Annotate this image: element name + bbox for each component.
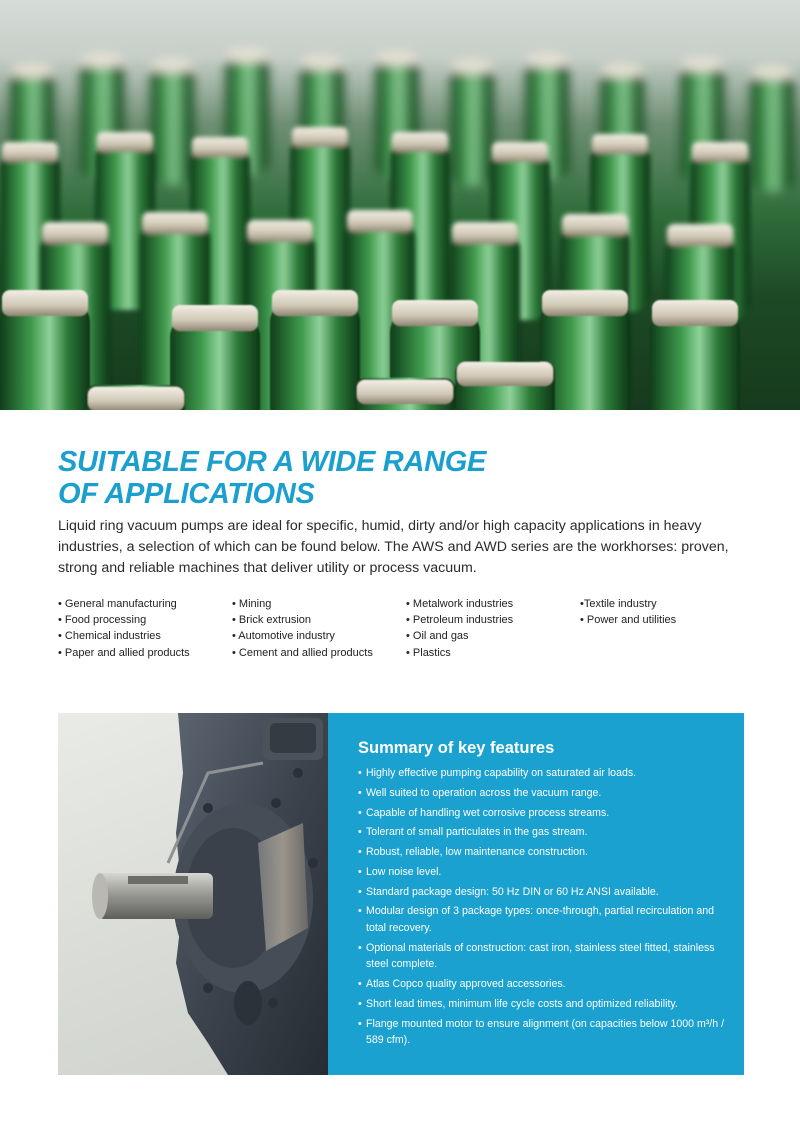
- feature-item: [358, 844, 728, 861]
- list-item: • Automotive industry: [232, 630, 335, 643]
- feature-item: [358, 765, 728, 782]
- features-title: Summary of key features: [358, 739, 555, 757]
- list-item: • Cement and allied products: [232, 646, 373, 659]
- hero-bottles-photo: [0, 0, 800, 410]
- feature-item: [358, 1016, 728, 1049]
- list-item: • Mining: [232, 598, 272, 610]
- feature-text: Standard package design: 50 Hz DIN or 60 Hz ANSI available.: [366, 885, 659, 898]
- feature-text: Highly effective pumping capability on saturated air loads.: [366, 767, 637, 779]
- bullet-icon: •: [358, 767, 362, 779]
- bullet-icon: •: [358, 865, 362, 878]
- bullet-icon: •: [358, 885, 362, 898]
- feature-text: Low noise level.: [366, 865, 442, 878]
- bullet-icon: •: [358, 1017, 362, 1030]
- pump-photo: [58, 713, 328, 1075]
- list-item: • General manufacturing: [58, 598, 177, 610]
- bullet-icon: •: [358, 998, 362, 1010]
- list-item: • Brick extrusion: [232, 614, 312, 627]
- feature-item: [358, 996, 728, 1013]
- feature-text: Short lead times, minimum life cycle costs and optimized reliability.: [366, 998, 678, 1010]
- list-item: • Chemical industries: [58, 630, 161, 643]
- feature-item: [358, 976, 728, 993]
- bullet-icon: •: [358, 941, 362, 954]
- feature-text: Modular design of 3 package types: once-through, partial recirculation and total recovery.: [366, 905, 715, 935]
- bullet-icon: •: [358, 806, 362, 819]
- feature-text: Robust, reliable, low maintenance construction.: [366, 846, 588, 859]
- feature-text: Well suited to operation across the vacuum range.: [366, 786, 602, 799]
- section-heading: [58, 446, 486, 510]
- feature-text: Capable of handling wet corrosive process streams.: [366, 806, 610, 819]
- feature-text: Tolerant of small particulates in the gas stream.: [366, 826, 588, 839]
- feature-item: [358, 805, 728, 822]
- feature-item: [358, 884, 728, 901]
- key-features-panel: [58, 713, 744, 1075]
- applications-column-4: [580, 596, 676, 628]
- heading-line-1: SUITABLE FOR A WIDE RANGE: [58, 446, 487, 478]
- feature-text: Flange mounted motor to ensure alignment (on capacities below 1000 m³/h / 589 cfm).: [366, 1017, 725, 1047]
- pump-illustration: [58, 713, 328, 1075]
- feature-item: [358, 940, 728, 973]
- feature-item: [358, 824, 728, 841]
- feature-text: Optional materials of construction: cast iron, stainless steel fitted, stainless steel complete.: [366, 941, 715, 971]
- applications-column-1: [58, 596, 190, 661]
- applications-column-2: [232, 596, 373, 661]
- bullet-icon: •: [358, 826, 362, 839]
- bullet-icon: •: [358, 786, 362, 799]
- features-list: [358, 765, 728, 1052]
- list-item: •Textile industry: [580, 598, 657, 610]
- bullet-icon: •: [358, 846, 362, 859]
- bullet-icon: •: [358, 905, 362, 918]
- feature-text: Atlas Copco quality approved accessories.: [366, 978, 566, 991]
- feature-item: [358, 785, 728, 802]
- list-item: • Power and utilities: [580, 614, 677, 627]
- heading-line-2: OF APPLICATIONS: [58, 478, 315, 510]
- bottles-illustration: [0, 0, 800, 410]
- list-item: • Food processing: [58, 614, 147, 627]
- bullet-icon: •: [358, 978, 362, 991]
- feature-item: [358, 864, 728, 881]
- intro-paragraph: Liquid ring vacuum pumps are ideal for specific, humid, dirty and/or high capacity applications in heavy industries, a selection of which can be found below. The AWS and AWD series are the workhorses: proven, strong and reliable machines that deliver utility or process vacuum.: [58, 518, 729, 576]
- applications-column-3: [406, 596, 513, 661]
- list-item: • Plastics: [406, 646, 451, 659]
- feature-item: [358, 903, 728, 936]
- list-item: • Paper and allied products: [58, 646, 190, 659]
- list-item: • Petroleum industries: [406, 614, 514, 627]
- list-item: • Metalwork industries: [406, 598, 514, 610]
- list-item: • Oil and gas: [406, 630, 469, 643]
